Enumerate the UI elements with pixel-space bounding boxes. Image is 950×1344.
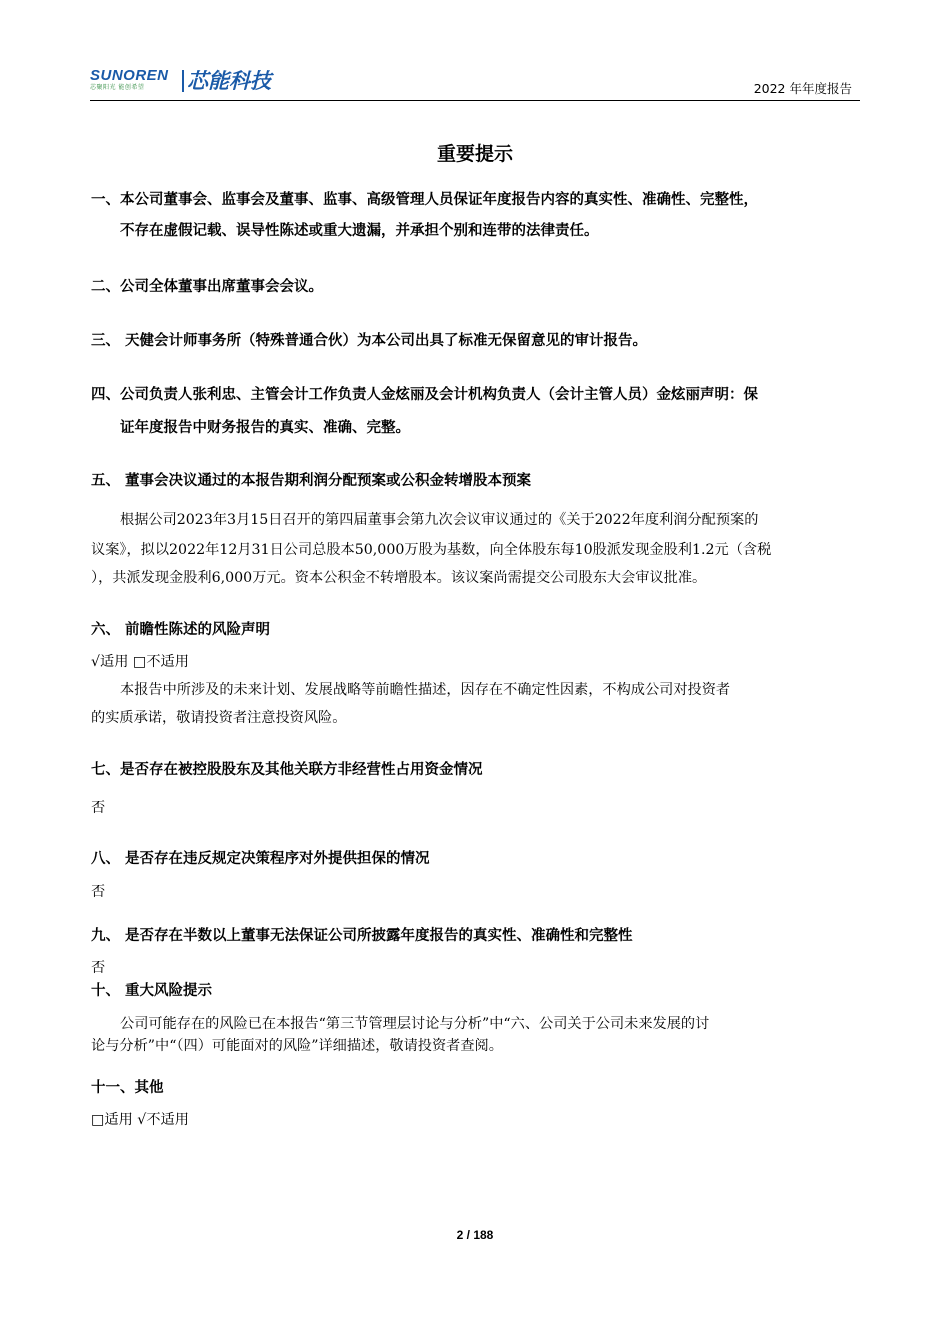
- item-9-answer: 否: [91, 960, 106, 976]
- item-5-body-line-2: 议案》，拟以2022年12月31日公司总股本50,000万股为基数，向全体股东每10股派发现金股利1.2元（含税: [91, 542, 772, 558]
- item-10-body-line-2: 论与分析”中“（四）可能面对的风险”详细描述，敬请投资者查阅。: [91, 1038, 503, 1054]
- item-5-heading: 五、 董事会决议通过的本报告期利润分配预案或公积金转增股本预案: [91, 473, 532, 489]
- logo-chinese-name: 芯能科技: [187, 69, 271, 93]
- item-7-heading: 七、是否存在被控股股东及其他关联方非经营性占用资金情况: [91, 762, 483, 778]
- item-6-heading: 六、 前瞻性陈述的风险声明: [91, 622, 271, 638]
- item-11-heading: 十一、其他: [91, 1080, 164, 1096]
- item-6-body-line-1: 本报告中所涉及的未来计划、发展战略等前瞻性描述，因存在不确定性因素，不构成公司对投资者: [120, 682, 731, 698]
- item-6-body-line-2: 的实质承诺，敬请投资者注意投资风险。: [91, 710, 347, 726]
- item-5-body-line-3: ），共派发现金股利6,000万元。资本公积金不转增股本。该议案尚需提交公司股东大会审议批准。: [91, 570, 707, 586]
- item-6-applicability: √适用 □不适用: [91, 654, 189, 670]
- logo-divider: [182, 70, 184, 92]
- report-title: 2022 年年度报告: [753, 81, 852, 96]
- item-11-applicability: □适用 √不适用: [91, 1112, 189, 1128]
- item-1-line-2: 不存在虚假记载、误导性陈述或重大遗漏，并承担个别和连带的法律责任。: [120, 223, 599, 239]
- item-7-answer: 否: [91, 800, 106, 816]
- logo-slogan: 芯聚阳光 能创希望: [90, 84, 145, 91]
- page-title: 重要提示: [436, 143, 513, 165]
- item-4-line-1: 四、公司负责人张利忠、主管会计工作负责人金炫丽及会计机构负责人（会计主管人员）金炫丽声明：保: [91, 387, 758, 403]
- logo-brand: SUNOREN: [90, 67, 169, 84]
- item-10-body-line-1: 公司可能存在的风险已在本报告“第三节管理层讨论与分析”中“六、公司关于公司未来发展的讨: [120, 1016, 710, 1032]
- item-4-line-2: 证年度报告中财务报告的真实、准确、完整。: [120, 420, 410, 436]
- item-1-line-1: 一、本公司董事会、监事会及董事、监事、高级管理人员保证年度报告内容的真实性、准确性、完整性，: [91, 192, 758, 208]
- item-9-heading: 九、 是否存在半数以上董事无法保证公司所披露年度报告的真实性、准确性和完整性: [91, 928, 633, 944]
- item-3: 三、 天健会计师事务所（特殊普通合伙）为本公司出具了标准无保留意见的审计报告。: [91, 333, 648, 349]
- item-10-heading: 十、 重大风险提示: [91, 983, 213, 999]
- item-8-answer: 否: [91, 884, 106, 900]
- item-2: 二、公司全体董事出席董事会会议。: [91, 279, 323, 295]
- item-5-body-line-1: 根据公司2023年3月15日召开的第四届董事会第九次会议审议通过的《关于2022年度利润分配预案的: [120, 512, 759, 528]
- page-header: [90, 62, 860, 101]
- item-8-heading: 八、 是否存在违反规定决策程序对外提供担保的情况: [91, 851, 430, 867]
- page-number: 2 / 188: [456, 1228, 494, 1242]
